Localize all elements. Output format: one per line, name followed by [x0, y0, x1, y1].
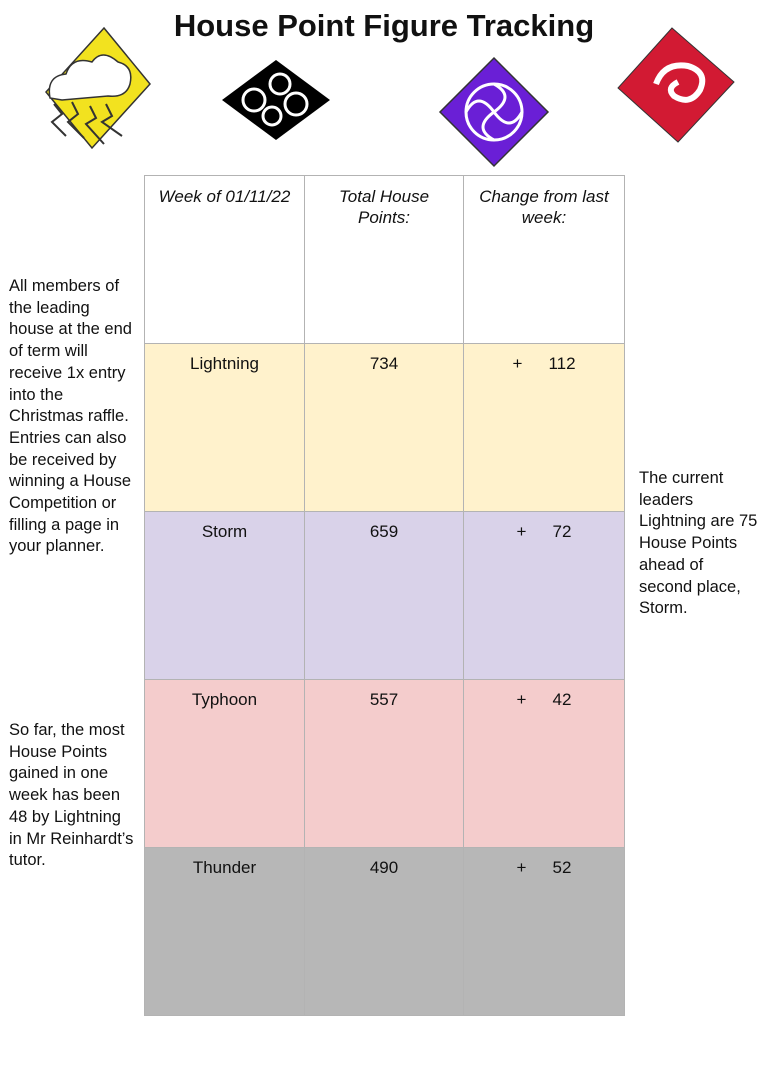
- header-week: Week of 01/11/22: [145, 176, 305, 344]
- header-change: Change from last week:: [464, 176, 625, 344]
- raffle-note: All members of the leading house at the end of term will receive 1x entry into the Christmas raffle. Entries can also be received by winning a House Competition or filling a page in your planner.: [9, 277, 132, 556]
- table-row: [145, 512, 625, 680]
- house-name: Storm: [145, 512, 305, 680]
- points-change: [464, 848, 625, 1016]
- change-sign: +: [516, 522, 527, 541]
- page-title: House Point Figure Tracking: [173, 8, 595, 43]
- change-value: 72: [552, 522, 572, 541]
- record-note: So far, the most House Points gained in one week has been 48 by Lightning in Mr Reinhardt’s tutor.: [9, 721, 134, 870]
- lightning-cloud-icon: [42, 26, 154, 152]
- vortex-icon: [438, 56, 550, 168]
- points-change: [464, 344, 625, 512]
- total-points: 734: [305, 344, 464, 512]
- change-sign: +: [516, 690, 527, 709]
- house-points-table: [144, 175, 625, 1016]
- points-change: [464, 680, 625, 848]
- total-points: 557: [305, 680, 464, 848]
- leader-note: The current leaders Lightning are 75 House Points ahead of second place, Storm.: [639, 469, 758, 618]
- change-sign: +: [512, 354, 523, 373]
- table-row: [145, 848, 625, 1016]
- house-name: Thunder: [145, 848, 305, 1016]
- change-value: 52: [552, 858, 572, 877]
- header-total-points: Total House Points:: [305, 176, 464, 344]
- house-name: Lightning: [145, 344, 305, 512]
- points-change: [464, 512, 625, 680]
- table-row: [145, 344, 625, 512]
- change-sign: +: [516, 858, 527, 877]
- swirl-cloud-icon: [220, 60, 332, 140]
- change-value: 112: [548, 354, 576, 373]
- table-header-row: [145, 176, 625, 344]
- table-row: [145, 680, 625, 848]
- total-points: 659: [305, 512, 464, 680]
- wave-icon: [616, 26, 736, 144]
- change-value: 42: [552, 690, 572, 709]
- house-name: Typhoon: [145, 680, 305, 848]
- total-points: 490: [305, 848, 464, 1016]
